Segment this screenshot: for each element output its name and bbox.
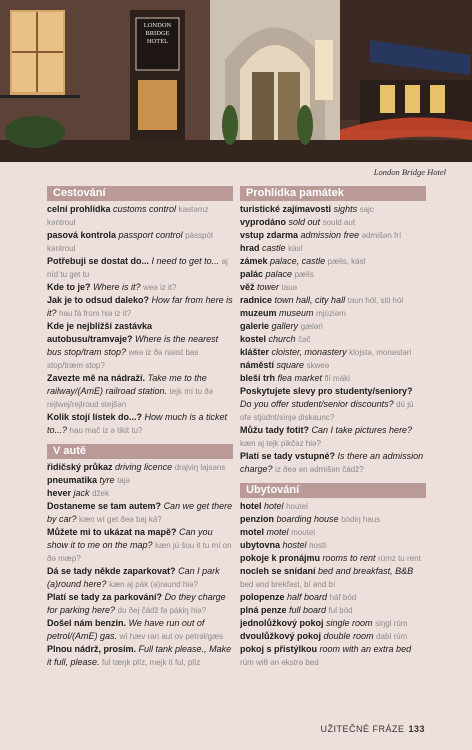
pronunciation: rúm wiθ ən ekstrə bed [240,658,319,667]
english-phrase: Do you offer student/senior discounts? [240,399,394,409]
english-phrase: palace [265,269,293,279]
english-phrase: half board [287,592,328,602]
czech-phrase: penzion [240,514,274,524]
pronunciation: dú jú ofə stjúdnt/sínjə diskaunc? [240,400,414,422]
english-phrase: room with an extra bed [319,644,412,654]
english-phrase: I need to get to... [151,256,220,266]
english-phrase: gallery [271,321,299,331]
hotel-facade-illustration [0,0,472,162]
pronunciation: weə iz it? [143,283,177,292]
phrase-entry [240,333,426,346]
phrase-entry [47,294,233,320]
phrase-entry [240,617,426,630]
pronunciation: aj níd tu get tu [47,257,228,279]
left-column [47,186,233,669]
czech-phrase: hotel [240,501,262,511]
czech-phrase: bleší trh [240,373,276,383]
sign-line: LONDON [143,22,172,29]
czech-phrase: polopenze [240,592,285,602]
pronunciation: moutel [291,528,316,537]
pronunciation: kæn aj pák (ə)raund hiə? [109,580,199,589]
english-phrase: Where is the nearest bus stop/tram stop? [47,334,219,357]
pronunciation: dabl rúm [376,632,408,641]
phrase-entry [240,346,426,359]
czech-phrase: Můžete mi to ukázat na mapě? [47,527,177,537]
sign-line: BRIDGE [145,30,170,37]
english-phrase: Do they charge for parking here? [47,592,226,615]
phrase-entry [47,411,233,437]
pronunciation: ədmišən frí [361,231,402,240]
english-phrase: passport control [118,230,183,240]
phrase-entry [47,281,233,294]
czech-phrase: nocleh se snídaní [240,566,316,576]
phrase-entry [240,565,426,591]
phrase-entry [47,617,233,643]
english-phrase: castle [262,243,286,253]
czech-phrase: klášter [240,347,270,357]
english-phrase: single room [326,618,373,628]
pronunciation: kastəmz kəntroul [47,205,209,227]
phrase-entry [240,203,426,216]
english-phrase: customs control [113,204,177,214]
czech-phrase: galerie [240,321,270,331]
pronunciation: taun hól, siti hól [347,296,404,305]
czech-phrase: Platí se tady za parkování? [47,592,163,602]
phrase-entry [47,643,233,669]
pronunciation: ful tæŋk plíz, mejk it ful, plíz [102,658,201,667]
hotel-sign [139,22,176,46]
phrase-entry [240,450,426,476]
pronunciation: weə iz ðə niəist bas stop/træm stop? [47,348,199,370]
pronunciation: siŋgl rúm [375,619,408,628]
english-phrase: sights [333,204,358,214]
phrase-entry [240,307,426,320]
czech-phrase: Poskytujete slevy pro studenty/seniory? [240,386,413,396]
phrase-entry [240,255,426,268]
pronunciation: skweə [306,361,330,370]
english-phrase: tower [257,282,280,292]
english-phrase: boarding house [276,514,339,524]
phrase-entry [240,424,426,450]
english-phrase: Can you show it to me on the map? [47,527,213,550]
english-phrase: How much is a ticket to...? [47,412,228,435]
czech-phrase: pokoj s přistýlkou [240,644,318,654]
hotel-photo [0,0,472,162]
phrase-entry [240,294,426,307]
phrase-entry [47,565,233,591]
pronunciation: sould aut [322,218,356,227]
english-phrase: motel [266,527,289,537]
pronunciation: pásspót kəntroul [47,231,214,253]
phrase-entry [240,359,426,372]
english-phrase: hotel [264,501,284,511]
czech-phrase: Potřebuji se dostat do... [47,256,150,266]
english-phrase: tyre [99,475,115,485]
english-phrase: Can I take pictures here? [311,425,413,435]
czech-phrase: motel [240,527,265,537]
phrase-entry [240,513,426,526]
pronunciation: houtel [286,502,308,511]
pronunciation: tajə [117,476,130,485]
czech-phrase: Dá se tady někde zaparkovat? [47,566,176,576]
czech-phrase: celní prohlídka [47,204,111,214]
pronunciation: drajviŋ lajsəns [174,463,226,472]
phrase-entry [240,539,426,552]
pronunciation: kæn wí get ðeə baj ká? [79,515,162,524]
czech-phrase: pneumatika [47,475,98,485]
pronunciation: wí hæv ran aut ov petrəl/gæs [119,632,224,641]
pronunciation: hostl [309,541,326,550]
pronunciation: sajc [359,205,374,214]
english-phrase: hostel [282,540,307,550]
czech-phrase: radnice [240,295,273,305]
phrase-entry [240,591,426,604]
english-phrase: bed and breakfast, B&B [318,566,414,576]
pronunciation: hau mač iz ə tikit tu? [69,426,143,435]
english-phrase: driving licence [115,462,173,472]
phrase-entry [47,500,233,526]
pronunciation: háf bód [329,593,357,602]
phrase-entry [240,385,426,424]
phrase-entry [240,268,426,281]
pronunciation: kásl [288,244,303,253]
pronunciation: bódiŋ haus [341,515,381,524]
photo-caption: London Bridge Hotel [373,167,446,177]
english-phrase: flea market [277,373,323,383]
czech-phrase: Kolik stojí lístek do...? [47,412,143,422]
english-phrase: Can we get there by car? [47,501,233,524]
sign-line: HOTEL [146,38,169,45]
pronunciation: mjúziəm [316,309,346,318]
english-phrase: sold out [288,217,321,227]
pronunciation: kæn aj tejk pikčəz hiə? [240,439,321,448]
czech-phrase: věž [240,282,255,292]
czech-phrase: Jak je to odsud daleko? [47,295,150,305]
pronunciation: tauə [281,283,298,292]
english-phrase: square [276,360,305,370]
phrase-entry [240,643,426,669]
section-heading: V autě [47,444,233,459]
english-phrase: Full tank please., Make it full, please. [47,644,232,667]
phrase-entry [240,242,426,255]
czech-phrase: hrad [240,243,260,253]
czech-phrase: Dostaneme se tam autem? [47,501,162,511]
english-phrase: admission free [300,230,360,240]
phrase-entry [240,604,426,617]
czech-phrase: Došel nám benzin. [47,618,127,628]
phrase-entry [47,474,233,487]
phrase-entry [47,487,233,500]
czech-phrase: Platí se tady vstupné? [240,451,336,461]
czech-phrase: řidičský průkaz [47,462,113,472]
english-phrase: We have run out of petrol/(AmE) gas. [47,618,205,641]
pronunciation: ful bód [328,606,353,615]
pronunciation: gæləri [300,322,323,331]
czech-phrase: Můžu tady fotit? [240,425,309,435]
phrase-entry [240,372,426,385]
phrase-entry [47,461,233,474]
czech-phrase: dvoulůžkový pokoj [240,631,322,641]
phrase-entry [47,320,233,372]
right-column [240,186,426,669]
phrase-entry [240,281,426,294]
pronunciation: bed ənd brekfəst, bí ənd bí [240,580,336,589]
phrase-entry [47,229,233,255]
phrase-entry [47,526,233,565]
pronunciation: flí máki [324,374,350,383]
czech-phrase: ubytovna [240,540,281,550]
english-phrase: full board [289,605,327,615]
pronunciation: hau fá from hiə iz it? [59,309,132,318]
phrase-entry [240,630,426,643]
czech-phrase: plná penze [240,605,287,615]
phrase-entry [47,591,233,617]
english-phrase: Is there an admission charge? [240,451,424,474]
page-number: 133 [408,724,425,734]
english-phrase: palace, castle [270,256,326,266]
pronunciation: kæn jú šou it tu mí on ðə mæp? [47,541,232,563]
section-heading: Cestování [47,186,233,201]
english-phrase: Where is it? [93,282,141,292]
pronunciation: tejk mí tu ðə rejlwej/rejlroud stejšən [47,387,214,409]
czech-phrase: pokoje k pronájmu [240,553,321,563]
czech-phrase: vyprodáno [240,217,287,227]
pronunciation: čəč [298,335,311,344]
pronunciation: pælis, kásl [327,257,366,266]
czech-phrase: pasová kontrola [47,230,117,240]
english-phrase: town hall, city hall [274,295,346,305]
english-phrase: Can I park (a)round here? [47,566,220,589]
czech-phrase: kostel [240,334,267,344]
pronunciation: klojstə, monəstəri [349,348,412,357]
czech-phrase: náměstí [240,360,275,370]
footer-label: UŽITEČNÉ FRÁZE [320,724,405,734]
czech-phrase: palác [240,269,264,279]
phrase-entry [240,552,426,565]
phrase-entry [240,526,426,539]
czech-phrase: muzeum [240,308,277,318]
english-phrase: Take me to the railway/(AmE) railroad station. [47,373,207,396]
czech-phrase: zámek [240,256,268,266]
pronunciation: du ðej čádž fə pákiŋ hiə? [117,606,207,615]
czech-phrase: Kde je nejbližší zastávka autobusu/tramvaje? [47,321,153,344]
czech-phrase: jednolůžkový pokoj [240,618,324,628]
section-heading: Ubytování [240,483,426,498]
english-phrase: museum [279,308,314,318]
czech-phrase: Kde to je? [47,282,91,292]
pronunciation: iz ðeə ən ədmišən čádž? [275,465,364,474]
section-heading: Prohlídka památek [240,186,426,201]
czech-phrase: hever [47,488,72,498]
phrase-entry [47,203,233,229]
czech-phrase: turistické zajímavosti [240,204,332,214]
pronunciation: džek [92,489,109,498]
phrase-entry [240,500,426,513]
phrase-entry [47,372,233,411]
english-phrase: double room [323,631,374,641]
czech-phrase: Plnou nádrž, prosím. [47,644,137,654]
english-phrase: church [268,334,296,344]
czech-phrase: Zavezte mě na nádraží. [47,373,146,383]
english-phrase: How far from here is it? [47,295,233,318]
pronunciation: rúmz tu rent [378,554,421,563]
czech-phrase: vstup zdarma [240,230,299,240]
phrase-entry [240,229,426,242]
english-phrase: cloister, monastery [271,347,347,357]
english-phrase: jack [73,488,90,498]
english-phrase: rooms to rent [322,553,376,563]
pronunciation: pælis [294,270,314,279]
page-footer [320,724,425,734]
phrase-entry [47,255,233,281]
phrase-entry [240,216,426,229]
phrase-entry [240,320,426,333]
